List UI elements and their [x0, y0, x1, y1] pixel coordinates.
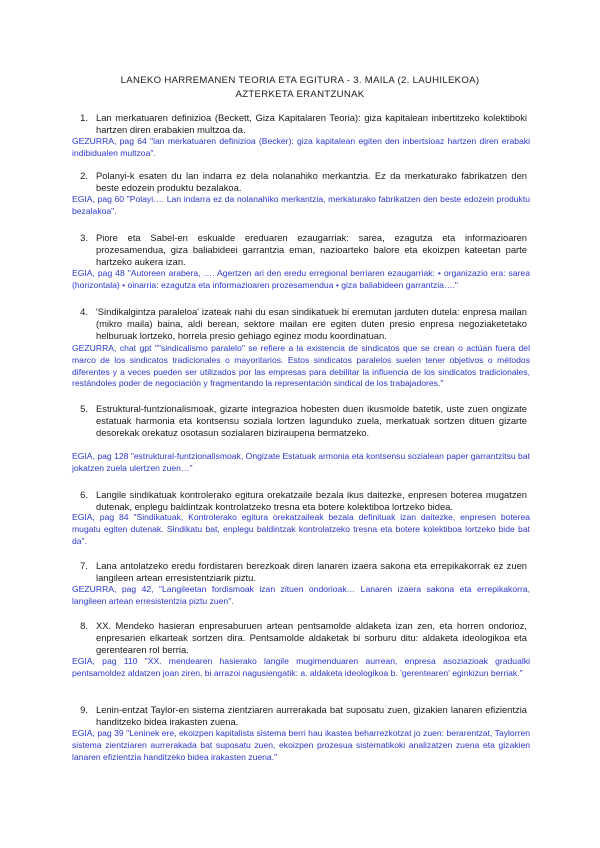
- question-number: 5.: [80, 403, 88, 414]
- answer-2: EGIA, pag 60 "Polayi…. Lan indarra ez da nolanahiko merkantzia, merkaturako fabrikatzen den beste edozein produktu bezalakoa".: [72, 194, 530, 216]
- question-number: 8.: [80, 620, 88, 631]
- question-text: Langile sindikatuak kontrolerako egitura orekatzaile bezala ikus daitezke, enpresen boterea mugatzen dutenak, enplegu baldintzak kontrolatzeko tresna eta botere kolektiboa lortzeko bidea.: [96, 489, 527, 513]
- question-3: [82, 232, 527, 269]
- question-number: 6.: [80, 489, 88, 500]
- question-text: Lan merkatuaren definizioa (Beckett, Giza Kapitalaren Teoria): giza kapitalean inbertitzeko kolektiboki hartzen diren erabakien multzoa da.: [96, 112, 527, 136]
- answer-9: EGIA, pag 39 "Leninek ere, ekoizpen kapitalista sistema berri hau ikastea beharrezkotzat jo zuen: berarentzat, Taylorren sistema zientziaren aurrerakada bat suposatu zuen, ekoizpen prozesua sistematikoki analizatzen zuena eta gizakien lanaren efizientzia handitzeko bidea irakasten zuena.": [72, 728, 530, 762]
- answer-1: GEZURRA, pag 64 "lan merkatuaren definizioa (Becker): giza kapitalean egiten den inbertsioaz hartzen diren erabaki indibidualen multzoa".: [72, 136, 530, 158]
- answer-6: EGIA, pag 84 "Sindikatuak, Kontrolerako egitura orekatzaileak bezala definituak izan daitezke, enpresen boterea mugatu egiten dutenak. Sindikatu bat, enplegu baldintzak kontrolatzeko tresna eta botere kolektiboa lortzeko bide bat da".: [72, 512, 530, 546]
- answer-8: EGIA, pag 110 "XX. mendearen hasierako langile mugimenduaren aurrean, enpresa asoziazioak gradualki pentsamoldez aldatzen joan ziren, bi arrazoi nagusiengatik: a. aldaketa ideologikoa b. 'gerentearen' eginkizun berriak.": [72, 656, 530, 678]
- question-text: XX. Mendeko hasieran enpresaburuen artean pentsamolde aldaketa izan zen, eta horren ondorioz, enpresarien elkarteak sortzen dira. Pentsamolde aldaketak bi sorburu ditu: aldaketa ideologikoa eta gerentearen rol berria.: [96, 620, 527, 656]
- question-4: [82, 306, 527, 343]
- question-text: Lenin-entzat Taylor-en sistema zientziaren aurrerakada bat suposatu zuen, gizakien lanaren efizientzia handitzeko bidea irakasten zuena.: [96, 704, 527, 728]
- question-1: [82, 112, 527, 136]
- answer-3: EGIA, pag 48 "Autoreen arabera, …. Agertzen ari den eredu erregional berriaren ezaugarriak: • organizazio era: sarea (horizontala) • oinarria: ezagutza eta informazioaren prozesamendua • giza baliabideen garrantzia….": [72, 268, 530, 290]
- question-7: [82, 560, 527, 584]
- answer-7: GEZURRA, pag 42, "Langileetan fordismoak izan zituen ondorioak… Lanaren izaera sakona eta errepikakorra, langileen artean erresistentzia piztu zuen".: [72, 584, 530, 606]
- question-6: [82, 489, 527, 513]
- question-9: [82, 704, 527, 728]
- answer-5: EGIA, pag 128 "estruktural-funtzionalismoak, Ongizate Estatuak armonia eta kontsensu sozialean paper garrantzitsu bat jokatzen zuela ulertzen zuen…": [72, 451, 530, 473]
- answer-4: GEZURRA, chat gpt ""sindicalismo paralelo" se refiere a la existencia de sindicatos que se crean o actúan fuera del marco de los sindicatos tradicionales o mayoritarios. Estos sindicatos paralelos suelen tener objetivos o métodos diferentes y a veces pueden ser utilizados por las empresas para debilitar la influencia de los sindicatos tradicionales, restándoles poder de negociación y fragmentando la representación sindical de los trabajadores.": [72, 343, 530, 389]
- question-number: 4.: [80, 306, 88, 317]
- question-number: 3.: [80, 232, 88, 243]
- question-text: Estruktural-funtzionalismoak, gizarte integrazioa hobesten duen ikusmolde batetik, uste zuen ongizate estatuak harmonia eta kontsensu soziala lortzen lagunduko zuela, merkatuak sortzen dituen gizarte desorekak orekatuz osotasun sozialaren biziraupena bermatzeko.: [96, 403, 527, 439]
- question-text: Polanyi-k esaten du lan indarra ez dela nolanahiko merkantzia. Ez da merkaturako fabrikatzen den beste edozein produktu bezalakoa.: [96, 170, 527, 194]
- question-number: 7.: [80, 560, 88, 571]
- question-5: [82, 403, 527, 440]
- document-title: [0, 74, 600, 102]
- question-2: [82, 170, 527, 194]
- question-number: 9.: [80, 704, 88, 715]
- question-8: [82, 620, 527, 657]
- question-number: 1.: [80, 112, 88, 123]
- question-text: Lana antolatzeko eredu fordistaren berezkoak diren lanaren izaera sakona eta errepikakorrak ez zuen langileen artean erresistentziarik piztu.: [96, 560, 527, 584]
- title-line-1: LANEKO HARREMANEN TEORIA ETA EGITURA - 3. MAILA (2. LAUHILEKOA): [120, 75, 480, 86]
- question-number: 2.: [80, 170, 88, 181]
- question-text: Piore eta Sabel-en eskualde ereduaren ezaugarriak: sarea, ezagutza eta informazioaren prozesamendua, giza baliabideei garrantzia eman, nazioarteko balore eta ekoizpen kateetan parte hartzeko aukera izan.: [96, 232, 527, 268]
- question-text: 'Sindikalgintza paraleloa' izateak nahi du esan sindikatuek bi eremutan jarduten dutela: enpresa mailan (mikro maila) baina, aldi berean, sektore mailan ere egiten duten presio enpresa negoziaketetako helburuak lortzeko, horrela presio gehiago eginez modu koordinatuan.: [96, 306, 527, 342]
- title-line-2: AZTERKETA ERANTZUNAK: [235, 89, 365, 100]
